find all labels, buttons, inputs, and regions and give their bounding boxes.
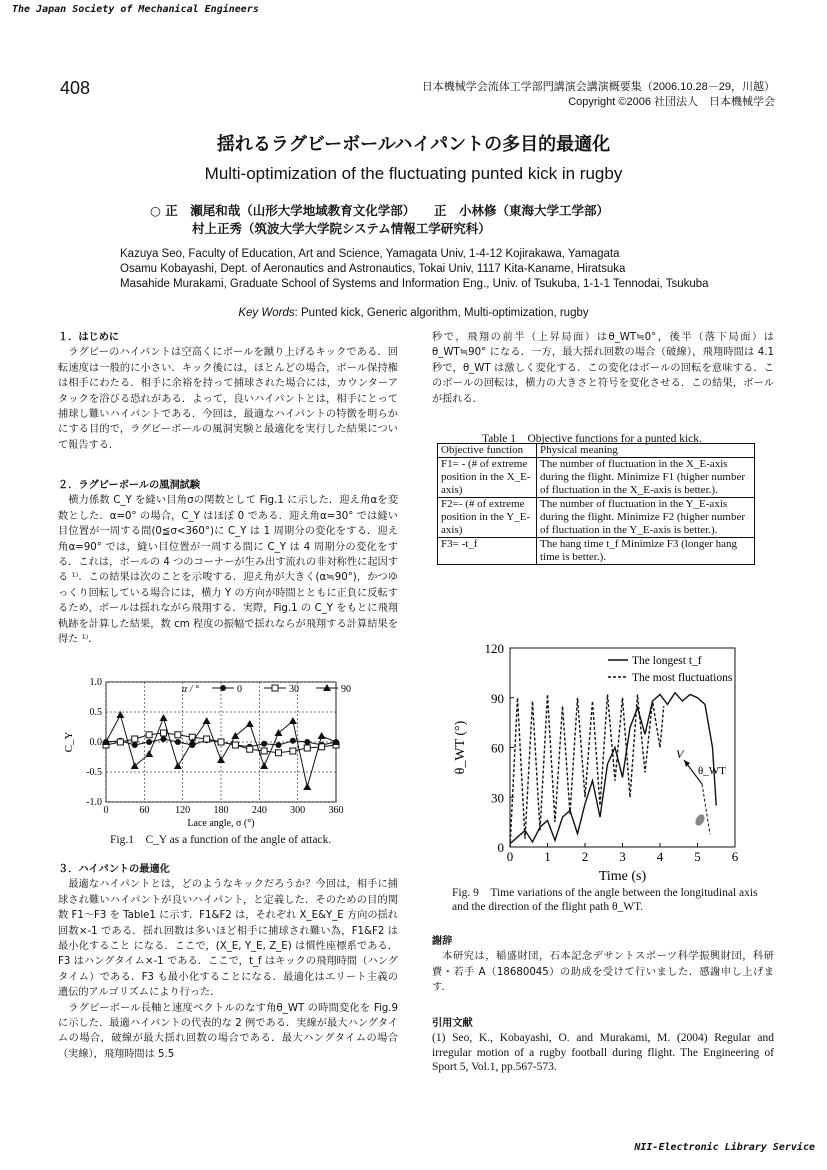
fig1-xtick-label: 0: [103, 805, 109, 816]
fig9-xtick-label: 5: [694, 849, 701, 864]
fig1-xtick-label: 360: [328, 805, 344, 816]
fig9-ball-icon: [694, 813, 707, 827]
fig1-ytick-label: 1.0: [89, 677, 102, 688]
affiliation-1: Kazuya Seo, Faculty of Education, Art and Science, Yamagata Univ, 1-4-12 Kojirakawa, Yamagata: [120, 248, 620, 260]
section-1-text: ラグビーのハイパントは空高くにボールを蹴り上げるキックである．回転速度は一般的に小さい．キック後には，ほとんどの場合，ボール保持権は相手にわたる．相手に余裕を持って捕球された場合には，カウンターアタックを浴びる恐れがある．よって，良いハイパントとは，相手にとって捕球し難いハイパントである．今回は，最適なハイパントの特徴を明らかにする目的で，ラグビーボールの風洞実験と最適化を実行した結果について報告する．: [58, 347, 398, 451]
fig1-xtick-label: 300: [290, 805, 306, 816]
fig1-xtick-label: 180: [213, 805, 229, 816]
fig1-point: [276, 750, 282, 756]
fig1-legend-label: 90: [341, 684, 351, 695]
fig1-point: [276, 742, 282, 748]
fig9-xlabel: Time (s): [598, 869, 647, 884]
fig1-point: [289, 717, 297, 724]
fig1-point: [145, 750, 153, 757]
table1: [437, 443, 755, 565]
fig1-point: [290, 748, 296, 754]
title-japanese: 揺れるラグビーボールハイパントの多目的最適化: [216, 134, 611, 155]
copyright: Copyright ©2006 社団法人 日本機械学会: [568, 96, 775, 108]
conference-title: 日本機械学会流体工学部門講演会講演概要集（2006.10.28－29，川越）: [421, 81, 775, 93]
section-3-text-2: ラグビーボール長軸と速度ベクトルのなす角θ_WT の時間変化を Fig.9 に示した．最適ハイパントの代表的な 2 例である．実線が最大ハングタイムの場合，破線が最大揺れ回数の場合である．最大ハングタイムの場合（実線），飛翔時間は 5.5: [58, 1002, 398, 1060]
fig9-ytick-label: 0: [497, 840, 504, 855]
fig1-ytick-label: -0.5: [86, 767, 102, 778]
affiliation-2: Osamu Kobayashi, Dept. of Aeronautics and Astronautics, Tokai Univ, 1117 Kita-Kaname, Hiratsuka: [120, 263, 626, 275]
table-row: [438, 498, 755, 538]
fig1-point: [318, 732, 326, 739]
fig1-xtick-label: 60: [139, 805, 150, 816]
table-header-cell: Physical meaning: [537, 444, 755, 458]
fig1-legend-marker: [272, 685, 278, 691]
fig9-ytick-label: 30: [491, 790, 504, 806]
fig1-point: [290, 738, 296, 744]
table-cell: The hang time t_f Minimize F3 (longer hang time is better.).: [537, 538, 755, 565]
fig1-point: [175, 739, 181, 745]
society-header: The Japan Society of Mechanical Engineers: [12, 4, 259, 15]
fig1-point: [117, 739, 123, 745]
fig1-point: [261, 748, 267, 754]
fig1-point: [204, 736, 210, 742]
fig1-caption: Fig.1 C_Y as a function of the angle of attack.: [110, 834, 332, 846]
section-3: [58, 862, 398, 1062]
table-cell: F1= - (# of extreme position in the X_E-axis): [438, 458, 537, 498]
fig9-xtick-label: 6: [731, 849, 739, 864]
fig1-point: [218, 739, 224, 745]
fig1-point: [303, 783, 311, 790]
fig1-point: [175, 732, 181, 738]
table-cell: F3= -t_f: [438, 538, 537, 565]
fig1-point: [304, 739, 310, 745]
table-row: [438, 458, 755, 498]
right-column-text: [432, 330, 774, 407]
references: [432, 1016, 774, 1075]
refs-title: 引用文献: [432, 1018, 473, 1029]
title-english: Multi-optimization of the fluctuating punted kick in rugby: [204, 164, 623, 183]
fig1-ytick-label: 0.0: [89, 737, 102, 748]
table-cell: F2=- (# of extreme position in the Y_E-axis): [438, 498, 537, 538]
fig9-annotation-v: V: [676, 747, 684, 761]
fig1-ytick-label: -1.0: [86, 797, 102, 808]
fig9-legend-label: The most fluctuations: [632, 672, 733, 684]
authors-line2: 村上正秀（筑波大学大学院システム情報工学研究科）: [192, 221, 491, 236]
fig9-ytick-label: 120: [484, 641, 504, 656]
fig1-point: [261, 741, 267, 747]
conference-info: [422, 80, 775, 110]
affiliations: [120, 247, 709, 292]
fig1-point: [304, 745, 310, 751]
fig9-ytick-label: 90: [491, 690, 504, 706]
fig1-point: [160, 714, 168, 721]
fig1-xtick-label: 240: [251, 805, 267, 816]
ack-text: 本研究は，稲盛財団，石本記念デサントスポーツ科学振興財団，科研費・若手 A（18680045）の助成を受けて行いました．感謝申し上げます．: [432, 951, 774, 994]
fig1-point: [146, 739, 152, 745]
table-row: [438, 444, 755, 458]
authors: [150, 202, 609, 238]
table-header-cell: Objective function: [438, 444, 537, 458]
table-cell: The number of fluctuation in the X_E-axis during the flight. Minimize F1 (higher number of fluctuation in the X_E-axis is better.).: [537, 458, 755, 498]
keywords: [0, 307, 827, 319]
section-3-continued: 秒で，飛翔の前半（上昇局面）はθ_WT≒0°，後半（落下局面）はθ_WT≒90° になる．一方，最大揺れ回数の場合（破線），飛翔時間は 4.1 秒で，θ_WT は激しく変化する．この変化はボールの回転を意味する．このボールの回転は，横力の大きさと符号を変化させる．この結果，ボールが揺れる．: [432, 332, 774, 405]
fig1-point: [174, 762, 182, 769]
keywords-label: Key Words: [238, 307, 295, 319]
fig9-ytick-label: 60: [491, 740, 504, 756]
fig9-dashed-axis: [702, 784, 710, 834]
fig1-legend-label: 0: [237, 684, 242, 695]
fig1-chart: [58, 676, 358, 848]
fig9-chart: [440, 636, 770, 886]
fig1-point: [132, 736, 138, 742]
fig9-xtick-label: 4: [656, 849, 664, 864]
ack-title: 謝辞: [432, 936, 453, 947]
acknowledgement: [432, 934, 774, 996]
fig1-xtick-label: 120: [175, 805, 191, 816]
page-number: 408: [60, 78, 91, 98]
section-2-text: 横力係数 C_Y を縫い目角σの関数として Fig.1 に示した．迎え角αを変数とした．α=0° の場合，C_Y はほぼ 0 である．迎え角α=30° では縫い目位置が一周する間(0≦σ<360°)に C_Y は 1 周期分の変化をする．迎え角α=90° では，縫い目位置が一周する間に C_Y は 4 周期分の変化をする．これは，ボールの 4 つのコーナーが生み出す流れの非対称性に起因する ¹⁾．この結果は次のことを示唆する．迎え角が大きく(α≒90°)，かつゆっくり回転している場合には，横力 Y の方向が時間とともに正負に反転するため，ボールは揺れながら飛翔する．実際，Fig.1 の C_Y をもとに飛翔軌跡を計算した結果，数 cm 程度の振幅で揺れならが飛翔する計算結果を得た ¹⁾．: [58, 495, 398, 646]
table-cell: The number of fluctuation in the Y_E-axis during the flight. Minimize F2 (higher number of fluctuation in the Y_E-axis is better.).: [537, 498, 755, 538]
fig9-xtick-label: 3: [619, 849, 626, 864]
fig9-legend-label: The longest t_f: [632, 655, 702, 667]
fig1-point: [217, 756, 225, 763]
section-2-title: ２．ラグビーボールの風洞試験: [58, 480, 201, 491]
fig1-point: [260, 762, 268, 769]
fig1-xlabel: Lace angle, σ (°): [187, 818, 255, 829]
authors-line1: ○ 正 瀬尾和哉（山形大学地域教育文化学部） 正 小林修（東海大学工学部）: [150, 203, 610, 218]
section-3-title: ３．ハイパントの最適化: [58, 864, 170, 875]
fig1-ylabel: C_Y: [63, 731, 75, 753]
section-1: [58, 330, 398, 453]
fig1-point: [161, 730, 167, 736]
section-1-title: １．はじめに: [58, 332, 120, 343]
affiliation-3: Masahide Murakami, Graduate School of Systems and Information Eng., Univ. of Tsukuba, 1-1-1 Tennodai, Tsukuba: [120, 278, 709, 290]
fig1-ytick-label: 0.5: [89, 707, 102, 718]
fig9-caption: Fig. 9 Time variations of the angle between the longitudinal axis and the direction of the flight path θ_WT.: [452, 887, 758, 913]
fig1-point: [232, 742, 238, 748]
fig9-xtick-label: 0: [506, 849, 514, 864]
reference-1: (1) Seo, K., Kobayashi, O. and Murakami, M. (2004) Regular and irregular motion of a rugby football during flight. The Engineering of Sport 5, Vol.1, pp.567-573.: [432, 1032, 774, 1074]
table-row: [438, 538, 755, 565]
fig9-xtick-label: 2: [581, 849, 589, 864]
section-3-text-1: 最適なハイパントとは，どのようなキックだろうか？今回は，相手に捕球され難いハイパントが良いハイパント，と定義した．そのための目的関数 F1～F3 を Table1 に示す．F1&F2 は，それぞれ X_E&Y_E 方向の揺れ回数×-1 である．揺れ回数は多いほど相手に捕球され難い為，F1&F2 は最小化すること になる．ここで，(X_E, Y_E, Z_E) は慣性座標系である．F3 はハングタイム×-1 である．ここで，t_f はキックの飛翔時間（ハングタイム）である．F3 も最小化することになる．最適化はエリート主義の遺伝的アルゴリズムにより行った．: [58, 879, 398, 999]
fig1-legend-title: α / °: [182, 684, 200, 695]
fig1-point: [146, 732, 152, 738]
fig1-legend-label: 30: [289, 684, 299, 695]
fig1-point: [203, 717, 211, 724]
footer-service: NII-Electronic Library Service: [634, 1142, 815, 1153]
fig1-point: [247, 746, 253, 752]
fig1-point: [132, 742, 138, 748]
fig1-point: [246, 720, 254, 727]
fig9-xtick-label: 1: [544, 849, 551, 864]
keywords-text: : Punted kick, Generic algorithm, Multi-optimization, rugby: [294, 307, 589, 319]
section-2: [58, 478, 398, 647]
fig1-point: [161, 736, 167, 742]
fig9-ylabel: θ_WT (°): [453, 720, 468, 775]
fig9-annotation-theta: θ_WT: [698, 765, 726, 777]
table1-caption: Table 1 Objective functions for a punted kick.: [482, 433, 702, 445]
fig1-legend-marker: [220, 685, 226, 691]
